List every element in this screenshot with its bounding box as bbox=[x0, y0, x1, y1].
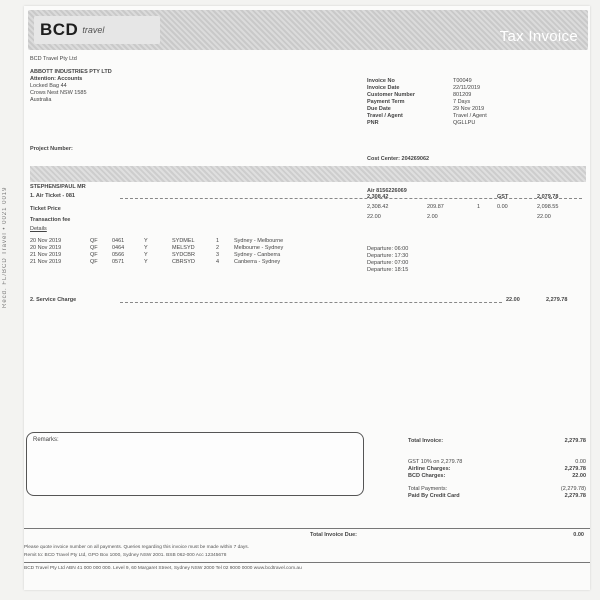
service-charge-row: 2. Service Charge 22.00 2,279.78 bbox=[30, 297, 568, 303]
line-item-row: Ticket Price bbox=[30, 206, 61, 212]
price-row: 2,308.42 209.87 1 0.00 2,098.55 bbox=[367, 204, 559, 210]
airline-charges-row: Airline Charges: 2,279.78 bbox=[408, 466, 586, 472]
meta-row: Invoice Date 22/11/2019 bbox=[367, 85, 481, 91]
address-line: Locked Bag 44 bbox=[30, 83, 67, 89]
meta-row: PNR QGLLPU bbox=[367, 120, 476, 126]
details-label: Details bbox=[30, 226, 47, 232]
section-bar bbox=[30, 166, 586, 182]
flight-notes: Departure: 06:00 Departure: 17:30 Departure: 07:00 Departure: 18:15 bbox=[367, 246, 409, 273]
line-item-row: Transaction fee bbox=[30, 217, 71, 223]
company-logo bbox=[34, 16, 160, 44]
company-line: BCD Travel Pty Ltd bbox=[30, 56, 77, 62]
price-header: 2,308.42 GST 2,079.78 bbox=[367, 194, 559, 200]
cost-center: Cost Center: 204269062 bbox=[367, 156, 430, 162]
passenger-name: STEPHENS/PAUL MR bbox=[30, 184, 86, 190]
meta-row: Travel / Agent Travel / Agent bbox=[367, 113, 487, 119]
divider bbox=[24, 528, 590, 529]
price-block bbox=[367, 194, 587, 224]
total-due-row: Total Invoice Due: 0.00 bbox=[310, 532, 584, 538]
totals-block bbox=[408, 438, 586, 500]
footer-line: Remit to: BCD Travel Pty Ltd, GPO Box 1000, Sydney NSW 2001. BSB 062-000 Acc 12345678 bbox=[24, 553, 227, 558]
flight-row: 20 Nov 2019 QF 0461 Y SYDMEL 1 Sydney - Melbourne bbox=[30, 238, 284, 244]
flight-table bbox=[30, 238, 370, 266]
paid-row: Paid By Credit Card 2,279.78 bbox=[408, 493, 586, 499]
footer-line: BCD Travel Pty Ltd ABN 41 000 000 000. Level 9, 60 Margaret Street, Sydney NSW 2000 Tel 02 9000 0000 www.bcdtravel.com.au bbox=[24, 566, 302, 571]
flight-row: 21 Nov 2019 QF 0566 Y SYDCBR 3 Sydney - Canberra bbox=[30, 252, 281, 258]
flight-row: 21 Nov 2019 QF 0571 Y CBRSYD 4 Canberra - Sydney bbox=[30, 259, 281, 265]
price-row: 22.00 2.00 22.00 bbox=[367, 214, 551, 220]
logo-mark: BCD bbox=[40, 20, 79, 39]
footer bbox=[24, 544, 584, 573]
divider bbox=[24, 562, 590, 563]
header-band bbox=[28, 10, 588, 50]
document-title: Tax Invoice bbox=[499, 28, 578, 45]
meta-row: Customer Number 801209 bbox=[367, 92, 472, 98]
line-item-row: 1. Air Ticket - 081 bbox=[30, 192, 586, 201]
address-line: Crows Nest NSW 1585 bbox=[30, 90, 87, 96]
remarks-label: Remarks: bbox=[33, 437, 59, 443]
project-number: Project Number: bbox=[30, 146, 73, 152]
footer-line: Please quote invoice number on all payments. Queries regarding this invoice must be made within 7 days. bbox=[24, 545, 250, 550]
meta-row: Invoice No T00049 bbox=[367, 78, 472, 84]
total-invoice-row: Total Invoice: 2,279.78 bbox=[408, 438, 586, 444]
remarks-box bbox=[26, 432, 364, 496]
bcd-charges-row: BCD Charges: 22.00 bbox=[408, 473, 586, 479]
gst-row: GST 10% on 2,279.78 0.00 bbox=[408, 459, 586, 465]
meta-row: Payment Term 7 Days bbox=[367, 99, 471, 105]
billing-address bbox=[30, 56, 290, 104]
meta-row: Due Date 29 Nov 2019 bbox=[367, 106, 485, 112]
ticket-number: Air 8156226069 bbox=[367, 188, 407, 194]
logo-word: travel bbox=[82, 25, 105, 35]
flight-row: 20 Nov 2019 QF 0464 Y MELSYD 2 Melbourne - Sydney bbox=[30, 245, 284, 251]
customer-name: ABBOTT INDUSTRIES PTY LTD bbox=[30, 69, 112, 75]
address-line: Australia bbox=[30, 97, 52, 103]
invoice-meta bbox=[367, 78, 567, 127]
invoice-page bbox=[24, 6, 590, 590]
attention-line: Attention: Accounts bbox=[30, 76, 83, 82]
side-note: Recd. FL/BCD Travel • 0021 0019 bbox=[2, 186, 8, 308]
total-payments-row: Total Payments: (2,279.78) bbox=[408, 486, 586, 492]
